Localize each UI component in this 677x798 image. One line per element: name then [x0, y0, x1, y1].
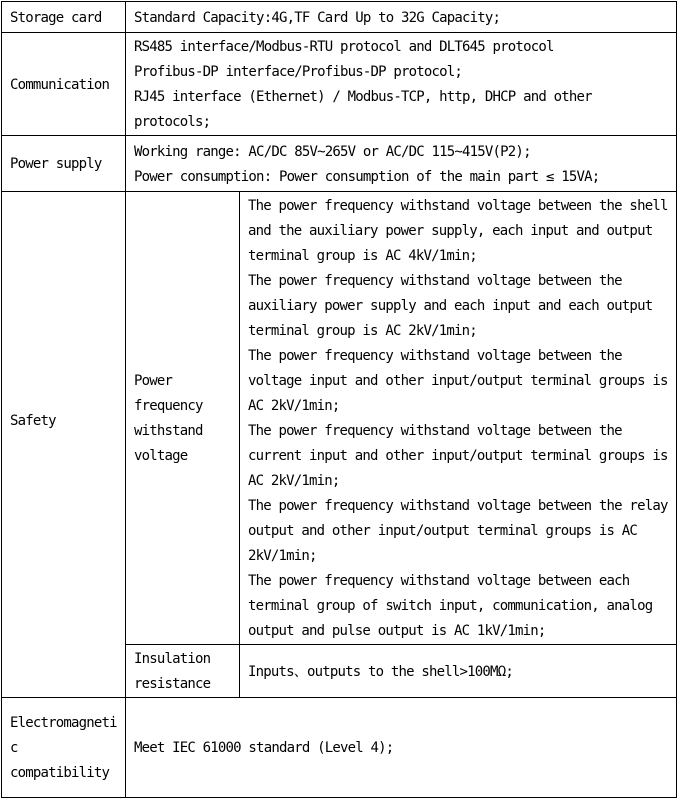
- communication-line-rs485: RS485 interface/Modbus-RTU protocol and DLT645 protocol: [134, 39, 554, 55]
- emc-value: Meet IEC 61000 standard (Level 4);: [126, 698, 677, 798]
- row-communication: [2, 33, 677, 136]
- communication-line-profibus: Profibus-DP interface/Profibus-DP protocol;: [134, 64, 463, 80]
- row-safety-withstand: [2, 192, 677, 645]
- communication-value: [126, 33, 677, 136]
- withstand-item-relay-output: The power frequency withstand voltage between the relay output and other input/output terminal groups is AC 2kV/1min;: [248, 498, 668, 564]
- communication-label: Communication: [2, 33, 126, 136]
- power-consumption: Power consumption: Power consumption of the main part ≤ 15VA;: [134, 168, 600, 185]
- row-emc: [2, 698, 677, 798]
- emc-label: Electromagnetic compatibility: [2, 698, 126, 798]
- storage-card-value: Standard Capacity:4G,TF Card Up to 32G Capacity;: [126, 2, 677, 33]
- withstand-voltage-list: [240, 192, 677, 645]
- row-storage-card: [2, 2, 677, 33]
- power-working-range: Working range: AC/DC 85V~265V or AC/DC 115~415V(P2);: [134, 143, 531, 160]
- specification-table: [1, 1, 677, 798]
- withstand-item-aux-power: The power frequency withstand voltage between the auxiliary power supply and each input and each output terminal group is AC 2kV/1min;: [248, 273, 653, 339]
- communication-line-rj45: RJ45 interface (Ethernet) / Modbus-TCP, http, DHCP and other protocols;: [134, 89, 592, 130]
- withstand-item-voltage-input: The power frequency withstand voltage between the voltage input and other input/output terminal groups is AC 2kV/1min;: [248, 348, 668, 414]
- withstand-voltage-label: Power frequency withstand voltage: [126, 192, 240, 645]
- row-power-supply: [2, 136, 677, 192]
- safety-label: Safety: [2, 192, 126, 698]
- withstand-item-current-input: The power frequency withstand voltage between the current input and other input/output terminal groups is AC 2kV/1min;: [248, 423, 668, 489]
- insulation-resistance-value: Inputs、outputs to the shell>100MΩ;: [240, 645, 677, 698]
- withstand-item-terminal-groups: The power frequency withstand voltage between each terminal group of switch input, communication, analog output and pulse output is AC 1kV/1min;: [248, 573, 653, 639]
- insulation-resistance-label: Insulation resistance: [126, 645, 240, 698]
- storage-card-label: Storage card: [2, 2, 126, 33]
- power-supply-label: Power supply: [2, 136, 126, 192]
- power-supply-value: [126, 136, 677, 192]
- withstand-item-shell: The power frequency withstand voltage between the shell and the auxiliary power supply, each input and output terminal group is AC 4kV/1min;: [248, 198, 668, 264]
